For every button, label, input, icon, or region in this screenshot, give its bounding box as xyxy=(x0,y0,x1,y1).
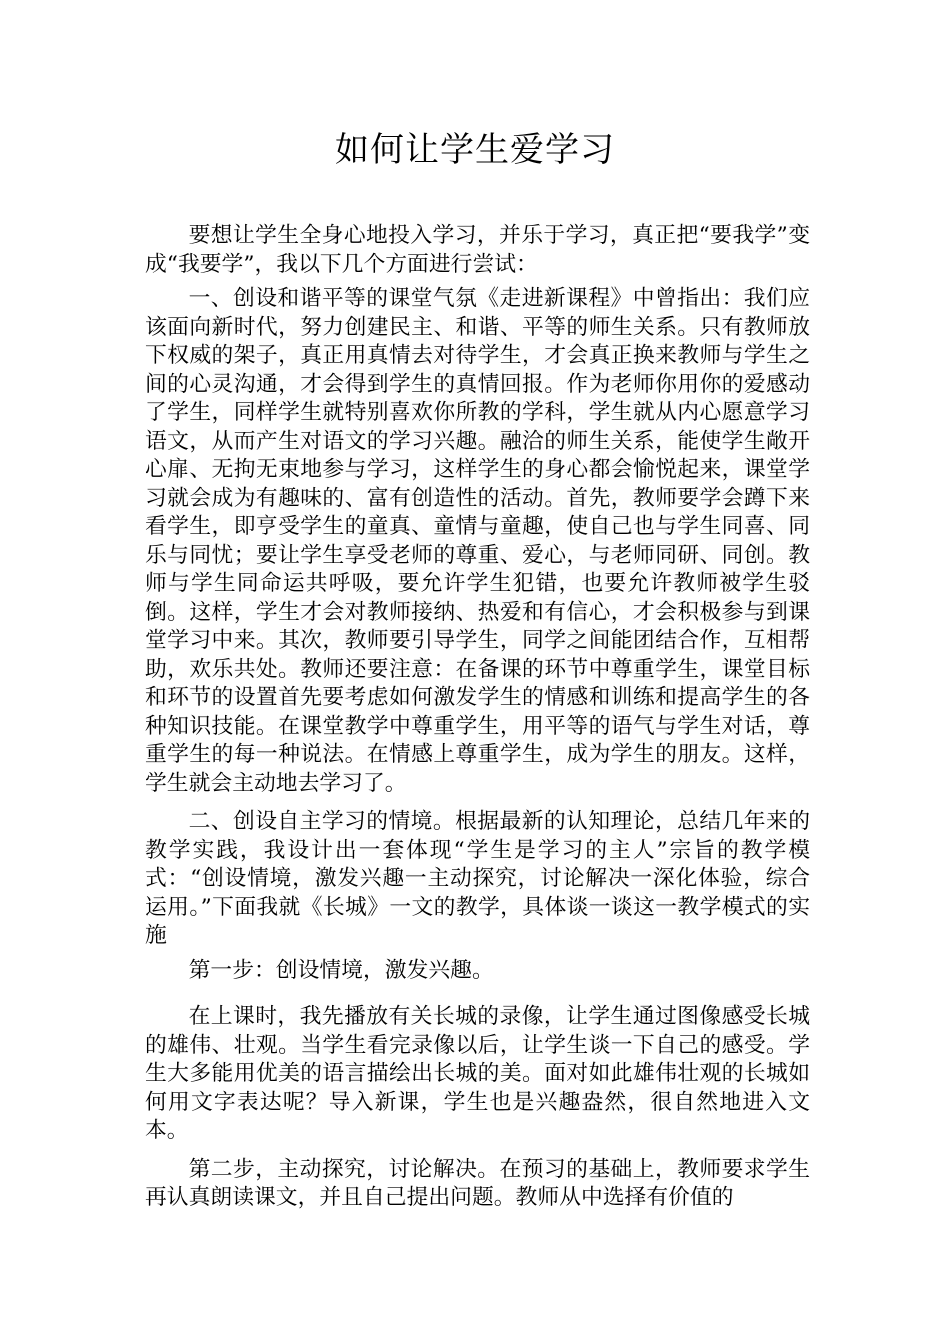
paragraph-step-one-heading: 第一步：创设情境，激发兴趣。 xyxy=(188,957,494,983)
paragraph-section-one: 一、创设和谐平等的课堂气氛《走进新课程》中曾指出：我们应该面向新时代，努力创建民主、和谐、平等的师生关系。只有教师放下权威的架子，真正用真情去对待学生，才会真正换来教师与学生之间的心灵沟通，才会得到学生的真情回报。作为老师你用你的爱感动了学生，同样学生就特别喜欢你所教的学科，学生就从内心愿意学习语文，从而产生对语文的学习兴趣。融洽的师生关系，能使学生敞开心扉、无拘无束地参与学习，这样学生的身心都会愉悦起来，课堂学习就会成为有趣味的、富有创造性的活动。首先，教师要学会蹲下来看学生，即亨受学生的童真、童情与童趣，使自己也与学生同喜、同乐与同忧；要让学生享受老师的尊重、爱心，与老师同研、同创。教师与学生同命运共呼吸，要允许学生犯错，也要允许教师被学生驳倒。这样，学生才会对教师接纳、热爱和有信心，才会积极参与到课堂学习中来。其次，教师要引导学生，同学之间能团结合作，互相帮助，欢乐共处。教师还要注意：在备课的环节中尊重学生，课堂目标和环节的设置首先要考虑如何激发学生的情感和训练和提高学生的各种知识技能。在课堂教学中尊重学生，用平等的语气与学生对话，尊重学生的每一种说法。在情感上尊重学生，成为学生的朋友。这样，学生就会主动地去学习了。 xyxy=(145,286,810,796)
document-body xyxy=(145,222,810,1213)
paragraph-section-two: 二、创设自主学习的情境。根据最新的认知理论，总结几年来的教学实践，我设计出一套体现“学生是学习的主人”宗旨的教学模式：“创设情境，激发兴趣一主动探究，讨论解决一深化体验，综合运用。”下面我就《长城》一文的教学，具体谈一谈这一教学模式的实施 xyxy=(145,809,810,948)
document-title: 如何让学生爱学习 xyxy=(335,130,615,170)
paragraph-step-one-body: 在上课时，我先播放有关长城的录像，让学生通过图像感受长城的雄伟、壮观。当学生看完录像以后，让学生谈一下自己的感受。学生大多能用优美的语言描绘出长城的美。面对如此雄伟壮观的长城如何用文字表达呢？导入新课，学生也是兴趣盎然，很自然地进入文本。 xyxy=(145,1004,810,1143)
paragraph-intro: 要想让学生全身心地投入学习，并乐于学习，真正把“要我学”变成“我要学”，我以下几个方面进行尝试： xyxy=(145,223,810,277)
paragraph-step-two: 第二步，主动探究，讨论解决。在预习的基础上，教师要求学生再认真朗读课文，并且自己提出问题。教师从中选择有价值的 xyxy=(145,1156,810,1210)
